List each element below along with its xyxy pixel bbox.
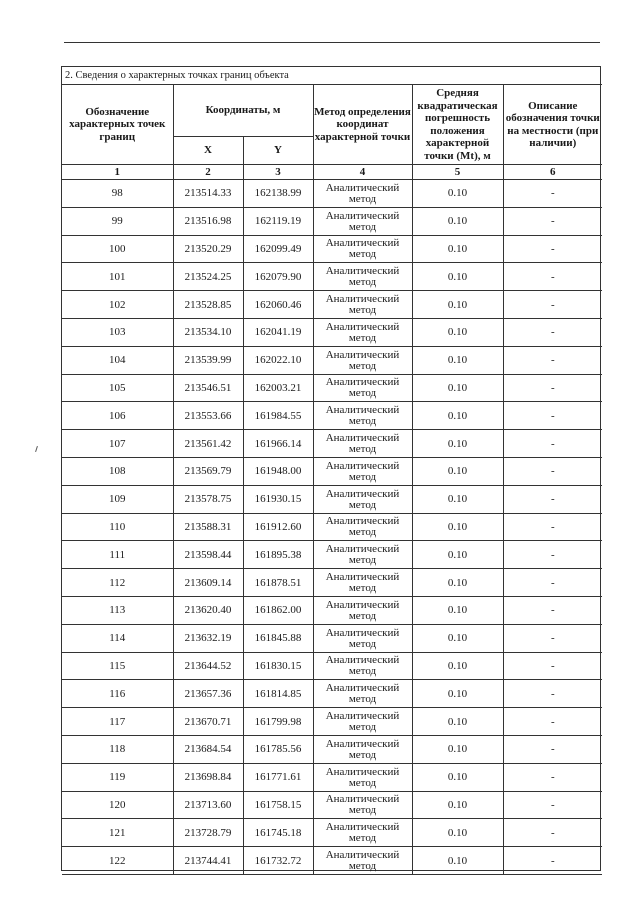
- accuracy-cell: 0.10: [412, 485, 503, 513]
- point-cell: 109: [62, 485, 173, 513]
- table-row: [62, 791, 602, 819]
- header-coordinates: Координаты, м: [173, 85, 313, 137]
- y-coordinate-cell: 161845.88: [243, 624, 313, 652]
- table-row: [62, 485, 602, 513]
- point-cell: 114: [62, 624, 173, 652]
- table-row: [62, 402, 602, 430]
- method-cell: Аналитический метод: [313, 513, 412, 541]
- x-coordinate-cell: 213632.19: [173, 624, 243, 652]
- blank-cell: [62, 874, 602, 905]
- table-row: [62, 513, 602, 541]
- accuracy-cell: 0.10: [412, 791, 503, 819]
- x-coordinate-cell: 213698.84: [173, 763, 243, 791]
- x-coordinate-cell: 213553.66: [173, 402, 243, 430]
- y-coordinate-cell: 161814.85: [243, 680, 313, 708]
- method-cell: Аналитический метод: [313, 180, 412, 208]
- description-cell: -: [503, 457, 602, 485]
- y-coordinate-cell: 161948.00: [243, 457, 313, 485]
- table-row: [62, 680, 602, 708]
- description-cell: -: [503, 180, 602, 208]
- point-cell: 101: [62, 263, 173, 291]
- table-row: [62, 318, 602, 346]
- method-cell: Аналитический метод: [313, 735, 412, 763]
- method-cell: Аналитический метод: [313, 374, 412, 402]
- point-cell: 119: [62, 763, 173, 791]
- method-cell: Аналитический метод: [313, 791, 412, 819]
- accuracy-cell: 0.10: [412, 291, 503, 319]
- accuracy-cell: 0.10: [412, 402, 503, 430]
- method-cell: Аналитический метод: [313, 624, 412, 652]
- header-y: Y: [243, 137, 313, 165]
- accuracy-cell: 0.10: [412, 708, 503, 736]
- accuracy-cell: 0.10: [412, 541, 503, 569]
- description-cell: -: [503, 235, 602, 263]
- table-row: [62, 235, 602, 263]
- method-cell: Аналитический метод: [313, 235, 412, 263]
- x-coordinate-cell: 213539.99: [173, 346, 243, 374]
- accuracy-cell: 0.10: [412, 513, 503, 541]
- column-number: 5: [412, 165, 503, 180]
- y-coordinate-cell: 161878.51: [243, 569, 313, 597]
- y-coordinate-cell: 161785.56: [243, 735, 313, 763]
- x-coordinate-cell: 213514.33: [173, 180, 243, 208]
- method-cell: Аналитический метод: [313, 318, 412, 346]
- column-number: 3: [243, 165, 313, 180]
- accuracy-cell: 0.10: [412, 569, 503, 597]
- table-row: [62, 763, 602, 791]
- description-cell: -: [503, 791, 602, 819]
- point-cell: 122: [62, 847, 173, 875]
- accuracy-cell: 0.10: [412, 596, 503, 624]
- table-row: [62, 263, 602, 291]
- accuracy-cell: 0.10: [412, 207, 503, 235]
- description-cell: -: [503, 346, 602, 374]
- x-coordinate-cell: 213516.98: [173, 207, 243, 235]
- table-row: [62, 652, 602, 680]
- y-coordinate-cell: 161758.15: [243, 791, 313, 819]
- table-row: [62, 708, 602, 736]
- description-cell: -: [503, 263, 602, 291]
- y-coordinate-cell: 161912.60: [243, 513, 313, 541]
- table-row: [62, 596, 602, 624]
- accuracy-cell: 0.10: [412, 346, 503, 374]
- column-number: 4: [313, 165, 412, 180]
- top-rule: [64, 42, 600, 43]
- accuracy-cell: 0.10: [412, 652, 503, 680]
- table-row: [62, 346, 602, 374]
- point-cell: 103: [62, 318, 173, 346]
- accuracy-cell: 0.10: [412, 819, 503, 847]
- y-coordinate-cell: 161984.55: [243, 402, 313, 430]
- y-coordinate-cell: 161966.14: [243, 430, 313, 458]
- method-cell: Аналитический метод: [313, 207, 412, 235]
- y-coordinate-cell: 161771.61: [243, 763, 313, 791]
- y-coordinate-cell: 161895.38: [243, 541, 313, 569]
- accuracy-cell: 0.10: [412, 847, 503, 875]
- y-coordinate-cell: 162079.90: [243, 263, 313, 291]
- method-cell: Аналитический метод: [313, 263, 412, 291]
- method-cell: Аналитический метод: [313, 596, 412, 624]
- point-cell: 110: [62, 513, 173, 541]
- header-x: X: [173, 137, 243, 165]
- method-cell: Аналитический метод: [313, 847, 412, 875]
- accuracy-cell: 0.10: [412, 763, 503, 791]
- method-cell: Аналитический метод: [313, 402, 412, 430]
- table-row: [62, 819, 602, 847]
- table-row: [62, 624, 602, 652]
- method-cell: Аналитический метод: [313, 680, 412, 708]
- x-coordinate-cell: 213578.75: [173, 485, 243, 513]
- table-row: [62, 569, 602, 597]
- table-row: [62, 430, 602, 458]
- y-coordinate-cell: 162022.10: [243, 346, 313, 374]
- x-coordinate-cell: 213569.79: [173, 457, 243, 485]
- x-coordinate-cell: 213524.25: [173, 263, 243, 291]
- accuracy-cell: 0.10: [412, 318, 503, 346]
- x-coordinate-cell: 213534.10: [173, 318, 243, 346]
- x-coordinate-cell: 213546.51: [173, 374, 243, 402]
- point-cell: 98: [62, 180, 173, 208]
- method-cell: Аналитический метод: [313, 291, 412, 319]
- table-row: [62, 207, 602, 235]
- accuracy-cell: 0.10: [412, 680, 503, 708]
- description-cell: -: [503, 485, 602, 513]
- table-row: [62, 374, 602, 402]
- accuracy-cell: 0.10: [412, 735, 503, 763]
- point-cell: 118: [62, 735, 173, 763]
- description-cell: -: [503, 763, 602, 791]
- description-cell: -: [503, 207, 602, 235]
- header-method: Метод определения координат характерной точки: [313, 85, 412, 165]
- point-cell: 102: [62, 291, 173, 319]
- description-cell: -: [503, 624, 602, 652]
- column-number: 6: [503, 165, 602, 180]
- accuracy-cell: 0.10: [412, 180, 503, 208]
- description-cell: -: [503, 819, 602, 847]
- method-cell: Аналитический метод: [313, 569, 412, 597]
- x-coordinate-cell: 213620.40: [173, 596, 243, 624]
- method-cell: Аналитический метод: [313, 457, 412, 485]
- accuracy-cell: 0.10: [412, 374, 503, 402]
- point-cell: 113: [62, 596, 173, 624]
- x-coordinate-cell: 213657.36: [173, 680, 243, 708]
- header-designation: Обозначение характерных точек границ: [62, 85, 173, 165]
- method-cell: Аналитический метод: [313, 708, 412, 736]
- point-cell: 107: [62, 430, 173, 458]
- x-coordinate-cell: 213561.42: [173, 430, 243, 458]
- column-number: 2: [173, 165, 243, 180]
- point-cell: 121: [62, 819, 173, 847]
- x-coordinate-cell: 213528.85: [173, 291, 243, 319]
- point-cell: 111: [62, 541, 173, 569]
- x-coordinate-cell: 213598.44: [173, 541, 243, 569]
- point-cell: 115: [62, 652, 173, 680]
- table-trailing-blank-row: [62, 874, 602, 905]
- accuracy-cell: 0.10: [412, 624, 503, 652]
- section-title: 2. Сведения о характерных точках границ объекта: [62, 67, 602, 85]
- method-cell: Аналитический метод: [313, 485, 412, 513]
- accuracy-cell: 0.10: [412, 430, 503, 458]
- y-coordinate-cell: 162119.19: [243, 207, 313, 235]
- point-cell: 104: [62, 346, 173, 374]
- method-cell: Аналитический метод: [313, 763, 412, 791]
- point-cell: 120: [62, 791, 173, 819]
- stray-mark: [35, 446, 38, 452]
- accuracy-cell: 0.10: [412, 457, 503, 485]
- table-row: [62, 180, 602, 208]
- y-coordinate-cell: 162060.46: [243, 291, 313, 319]
- boundary-points-table: [62, 67, 602, 905]
- description-cell: -: [503, 430, 602, 458]
- description-cell: -: [503, 596, 602, 624]
- x-coordinate-cell: 213684.54: [173, 735, 243, 763]
- y-coordinate-cell: 161732.72: [243, 847, 313, 875]
- description-cell: -: [503, 569, 602, 597]
- y-coordinate-cell: 161862.00: [243, 596, 313, 624]
- description-cell: -: [503, 318, 602, 346]
- table-row: [62, 291, 602, 319]
- y-coordinate-cell: 162003.21: [243, 374, 313, 402]
- x-coordinate-cell: 213728.79: [173, 819, 243, 847]
- point-cell: 108: [62, 457, 173, 485]
- description-cell: -: [503, 402, 602, 430]
- x-coordinate-cell: 213713.60: [173, 791, 243, 819]
- description-cell: -: [503, 708, 602, 736]
- column-number-row: [62, 165, 602, 180]
- table-row: [62, 457, 602, 485]
- description-cell: -: [503, 291, 602, 319]
- y-coordinate-cell: 161830.15: [243, 652, 313, 680]
- x-coordinate-cell: 213520.29: [173, 235, 243, 263]
- boundary-points-sheet: [61, 66, 601, 871]
- y-coordinate-cell: 161799.98: [243, 708, 313, 736]
- accuracy-cell: 0.10: [412, 235, 503, 263]
- y-coordinate-cell: 162041.19: [243, 318, 313, 346]
- description-cell: -: [503, 680, 602, 708]
- point-cell: 112: [62, 569, 173, 597]
- point-cell: 105: [62, 374, 173, 402]
- x-coordinate-cell: 213609.14: [173, 569, 243, 597]
- method-cell: Аналитический метод: [313, 819, 412, 847]
- table-row: [62, 735, 602, 763]
- table-row: [62, 847, 602, 875]
- header-description: Описание обозначения точки на местности (при наличии): [503, 85, 602, 165]
- description-cell: -: [503, 374, 602, 402]
- point-cell: 99: [62, 207, 173, 235]
- method-cell: Аналитический метод: [313, 430, 412, 458]
- column-number: 1: [62, 165, 173, 180]
- y-coordinate-cell: 162138.99: [243, 180, 313, 208]
- table-row: [62, 541, 602, 569]
- method-cell: Аналитический метод: [313, 652, 412, 680]
- point-cell: 100: [62, 235, 173, 263]
- x-coordinate-cell: 213670.71: [173, 708, 243, 736]
- y-coordinate-cell: 162099.49: [243, 235, 313, 263]
- y-coordinate-cell: 161930.15: [243, 485, 313, 513]
- description-cell: -: [503, 735, 602, 763]
- point-cell: 116: [62, 680, 173, 708]
- x-coordinate-cell: 213588.31: [173, 513, 243, 541]
- description-cell: -: [503, 541, 602, 569]
- x-coordinate-cell: 213744.41: [173, 847, 243, 875]
- x-coordinate-cell: 213644.52: [173, 652, 243, 680]
- point-cell: 117: [62, 708, 173, 736]
- description-cell: -: [503, 513, 602, 541]
- point-cell: 106: [62, 402, 173, 430]
- y-coordinate-cell: 161745.18: [243, 819, 313, 847]
- method-cell: Аналитический метод: [313, 541, 412, 569]
- description-cell: -: [503, 847, 602, 875]
- accuracy-cell: 0.10: [412, 263, 503, 291]
- method-cell: Аналитический метод: [313, 346, 412, 374]
- description-cell: -: [503, 652, 602, 680]
- header-accuracy: Средняя квадратическая погрешность положения характерной точки (Mt), м: [412, 85, 503, 165]
